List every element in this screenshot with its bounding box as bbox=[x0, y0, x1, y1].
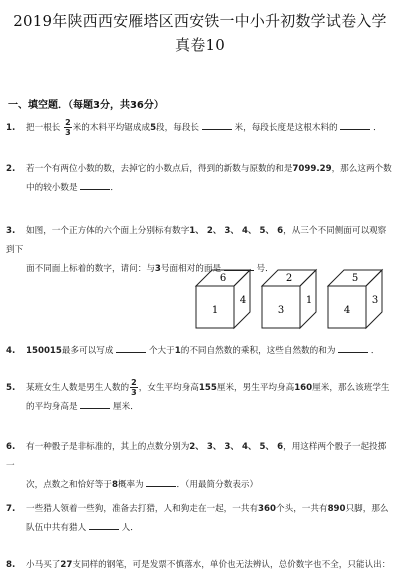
section-heading: 一、填空题．（每题3分，共36分） bbox=[8, 100, 164, 111]
q5-text-b: ，女生平均身高 bbox=[138, 383, 199, 393]
question-number: 2. bbox=[6, 164, 16, 174]
q3-number: 3 bbox=[154, 264, 161, 274]
cube-side-number: 1 bbox=[305, 295, 313, 306]
cube-front-number: 4 bbox=[343, 305, 351, 316]
cube-top-number: 5 bbox=[351, 273, 359, 284]
question-4 bbox=[6, 342, 394, 361]
q4-text-b: 个大于 bbox=[148, 346, 175, 356]
question-number: 6. bbox=[6, 442, 16, 452]
q8-text-b: 支同样的钢笔，可是发票不慎落水，单价也无法辨认，总价数字也不全，只能认出： bbox=[72, 560, 391, 570]
cube-front-number: 3 bbox=[277, 305, 285, 316]
question-number: 8. bbox=[6, 560, 16, 570]
q2-number: 7099.29 bbox=[292, 164, 332, 174]
q7-text-a: 一些猎人领着一些狗，准备去打猎，人和狗走在一起，一共有 bbox=[26, 504, 259, 514]
cube-3 bbox=[328, 270, 382, 328]
exam-title-line2: 真卷10 bbox=[175, 36, 225, 54]
q7-text-e: 人． bbox=[121, 523, 139, 533]
q1-fraction bbox=[64, 118, 72, 137]
q5-text-e: 的平均身高是 bbox=[26, 402, 78, 412]
q7-heads: 360 bbox=[258, 504, 276, 514]
question-number: 7. bbox=[6, 504, 16, 514]
answer-blank[interactable] bbox=[80, 180, 110, 190]
q5-height-girls: 155 bbox=[198, 383, 217, 393]
answer-blank[interactable] bbox=[89, 520, 119, 530]
question-6 bbox=[6, 438, 394, 495]
q1-text-a: 把一根长 bbox=[26, 123, 61, 133]
q4-text-a: 最多可以写成 bbox=[61, 346, 114, 356]
answer-blank[interactable] bbox=[80, 399, 110, 409]
q1-text-b: 米的木料平均锯成成 bbox=[72, 123, 151, 133]
q1-text-e: ． bbox=[373, 123, 382, 133]
q3-digits: 1、 2、 3、 4、 5、 6 bbox=[189, 226, 284, 236]
q2-text-b: ，那么这两个数 bbox=[331, 164, 392, 174]
answer-blank[interactable] bbox=[146, 477, 176, 487]
q3-text-c: 面不同面上标着的数字，请问：与 bbox=[26, 264, 155, 274]
q1-text-c: 段，每段长 bbox=[156, 123, 200, 133]
q2-text-c: 中的较小数是 bbox=[26, 183, 78, 193]
q5-text-c: 厘米，男生平均身高 bbox=[216, 383, 295, 393]
q4-number-1: 1 bbox=[174, 346, 181, 356]
question-number: 1. bbox=[6, 123, 16, 133]
question-number: 3. bbox=[6, 226, 16, 236]
q2-text-a: 若一个有两位小数的数，去掉它的小数点后，得到的新数与原数的和是 bbox=[26, 164, 293, 174]
q6-digits: 2、 3、 3、 4、 5、 6 bbox=[189, 442, 284, 452]
q3-text-e: 号． bbox=[256, 264, 274, 274]
fraction-numerator: 2 bbox=[131, 378, 137, 387]
cube-side-number: 4 bbox=[239, 295, 247, 306]
exam-title-line1: 2019年陕西西安雁塔区西安铁一中小升初数学试卷入学 bbox=[13, 12, 387, 30]
q6-text-e: ．（用最简分数表示） bbox=[176, 480, 259, 490]
question-number: 5. bbox=[6, 383, 16, 393]
question-5 bbox=[6, 378, 394, 417]
cube-side-number: 3 bbox=[371, 295, 379, 306]
q3-text-a: 如图，一个正方体的六个面上分别标有数字 bbox=[26, 226, 190, 236]
q7-text-c: 只脚，那么 bbox=[345, 504, 389, 514]
answer-blank[interactable] bbox=[338, 343, 368, 353]
cubes-figure bbox=[190, 266, 390, 332]
question-7 bbox=[6, 500, 394, 538]
q6-text-d: 概率为 bbox=[117, 480, 144, 490]
question-1 bbox=[6, 118, 394, 138]
q6-text-b: ，用这样两个骰子一起投掷一 bbox=[6, 442, 387, 471]
q8-number: 27 bbox=[60, 560, 73, 570]
q7-text-d: 队伍中共有猎人 bbox=[26, 523, 87, 533]
answer-blank[interactable] bbox=[116, 343, 146, 353]
question-2 bbox=[6, 160, 394, 198]
cube-1 bbox=[196, 270, 250, 328]
q1-number-5: 5 bbox=[150, 123, 157, 133]
cube-front-number: 1 bbox=[211, 305, 219, 316]
q6-text-c: 次，点数之和恰好等于 bbox=[26, 480, 112, 490]
q1-text-d: 米，每段长度是这根木料的 bbox=[234, 123, 338, 133]
q7-text-b: 个头，一共有 bbox=[276, 504, 328, 514]
q5-text-f: 厘米． bbox=[113, 402, 139, 412]
q5-text-a: 某班女生人数是男生人数的 bbox=[26, 383, 130, 393]
q3-text-b: ，从三个不同侧面可以观察到下 bbox=[6, 226, 387, 255]
fraction-denominator: 3 bbox=[131, 388, 137, 397]
cube-2 bbox=[262, 270, 316, 328]
q4-text-d: ． bbox=[370, 346, 380, 356]
q4-number: 150015 bbox=[26, 346, 62, 356]
fraction-denominator: 3 bbox=[65, 128, 71, 137]
q5-text-d: 厘米，那么该班学生 bbox=[312, 383, 390, 393]
cube-top-number: 2 bbox=[285, 273, 293, 284]
question-8 bbox=[6, 556, 394, 575]
q5-height-boys: 160 bbox=[294, 383, 313, 393]
q7-feet: 890 bbox=[327, 504, 346, 514]
cube-top-number: 6 bbox=[219, 273, 227, 284]
q8-text-a: 小马买了 bbox=[26, 560, 61, 570]
q6-number-8: 8 bbox=[111, 480, 118, 490]
answer-blank[interactable] bbox=[202, 120, 232, 130]
q6-text-a: 有一种骰子是非标准的，其上的点数分别为 bbox=[26, 442, 190, 452]
q3-text-d: 号面相对的面是 bbox=[160, 264, 222, 274]
q5-fraction bbox=[130, 378, 138, 397]
q2-text-d: ． bbox=[110, 183, 119, 193]
question-number: 4. bbox=[6, 346, 16, 356]
answer-blank[interactable] bbox=[340, 120, 370, 130]
fraction-numerator: 2 bbox=[65, 118, 71, 127]
q4-text-c: 的不同自然数的乘积，这些自然数的和为 bbox=[180, 346, 336, 356]
